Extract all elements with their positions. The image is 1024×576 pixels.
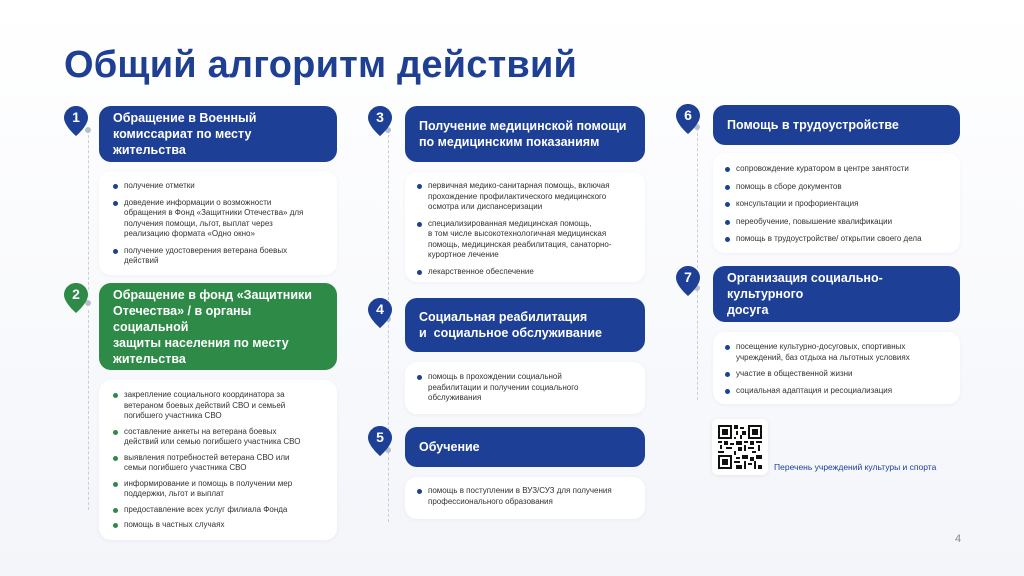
- qr-code-icon: [718, 425, 762, 469]
- list-item: информирование и помощь в получении мер поддержки, льгот и выплат: [113, 479, 325, 500]
- step-7-header-line: досуга: [727, 303, 769, 317]
- list-item: помощь в трудоустройстве/ открытии своего дела: [725, 234, 952, 245]
- step-4-card: [405, 362, 645, 414]
- step-3-number: 3: [376, 109, 384, 125]
- list-item: помощь в частных случаях: [113, 520, 325, 531]
- step-5-header: [405, 427, 645, 467]
- step-7-header-line: Организация социально-культурного: [727, 271, 883, 301]
- step-1-pin-icon: [64, 106, 88, 136]
- step-5-pin-icon: [368, 426, 392, 456]
- step-2-header-line: Обращение в фонд «Защитники: [113, 287, 312, 302]
- step-3-header-line: по медицинским показаниям: [419, 135, 600, 149]
- list-item: первичная медико-санитарная помощь, включая прохождение профилактического медицинского осмотра или диспансеризации: [417, 181, 635, 213]
- step-6-header-line: Помощь в трудоустройстве: [727, 118, 899, 132]
- list-item: посещение культурно-досуговых, спортивных учреждений, баз отдыха на льготных условиях: [725, 342, 952, 363]
- step-1-number: 1: [72, 109, 80, 125]
- connector-line: [88, 310, 89, 510]
- list-item: выявления потребностей ветерана СВО или семьи погибшего участника СВО: [113, 453, 325, 474]
- list-item: лекарственное обеспечение: [417, 267, 635, 278]
- list-item: помощь в прохождении социальной реабилитации и получении социального обслуживания: [417, 372, 635, 404]
- step-7-card: [713, 332, 960, 404]
- list-item: составление анкеты на ветерана боевых действий или семью погибшего участника СВО: [113, 427, 325, 448]
- step-5-number: 5: [376, 429, 384, 445]
- list-item: консультации и профориентация: [725, 199, 952, 210]
- step-6-card: [713, 153, 960, 253]
- step-5-header-line: Обучение: [419, 440, 480, 454]
- step-3-card: [405, 172, 645, 282]
- list-item: сопровождение куратором в центре занятости: [725, 164, 952, 175]
- step-6-number: 6: [684, 107, 692, 123]
- step-4-header-line: Социальная реабилитация: [419, 310, 588, 324]
- step-2-header-line: Отечества» / в органы социальной: [113, 303, 252, 334]
- list-item: специализированная медицинская помощь, в том числе высокотехнологичная медицинская помощь, медицинская реабилитация, санаторно- курортное лечение: [417, 219, 635, 261]
- list-item: получение отметки: [113, 181, 325, 192]
- step-2-card: [99, 380, 337, 540]
- list-item: получение удостоверения ветерана боевых действий: [113, 246, 325, 267]
- connector-line: [388, 320, 389, 430]
- step-2-header: [99, 283, 337, 370]
- step-5-card: [405, 477, 645, 519]
- connector-line: [697, 128, 698, 268]
- step-1-header-line: комиссариат по месту жительства: [113, 127, 252, 157]
- list-item: предоставление всех услуг филиала Фонда: [113, 505, 325, 516]
- qr-caption-link[interactable]: Перечень учреждений культуры и спорта: [774, 462, 937, 472]
- step-4-header: [405, 298, 645, 352]
- page-number: 4: [955, 533, 962, 545]
- list-item: социальная адаптация и ресоциализация: [725, 386, 952, 397]
- step-6-pin-icon: [676, 104, 700, 134]
- list-item: закрепление социального координатора за ветераном боевых действий СВО и семьей погибшего участника СВО: [113, 390, 325, 422]
- step-4-pin-icon: [368, 298, 392, 328]
- step-7-number: 7: [684, 269, 692, 285]
- step-2-pin-icon: [64, 283, 88, 313]
- step-3-header-line: Получение медицинской помощи: [419, 119, 627, 133]
- list-item: участие в общественной жизни: [725, 369, 952, 380]
- step-2-header-line: защиты населения по месту: [113, 335, 289, 350]
- step-3-header: [405, 106, 645, 162]
- step-4-number: 4: [376, 301, 384, 317]
- step-2-number: 2: [72, 286, 80, 302]
- connector-line: [388, 452, 389, 522]
- list-item: помощь в сборе документов: [725, 182, 952, 193]
- step-3-pin-icon: [368, 106, 392, 136]
- list-item: доведение информации о возможности обращения в Фонд «Защитники Отечества» для получения помощи, льгот, выплат через реализацию формата «Одно окно»: [113, 198, 325, 240]
- list-item: переобучение, повышение квалификации: [725, 217, 952, 228]
- list-item: помощь в поступлении в ВУЗ/СУЗ для получения профессионального образования: [417, 486, 635, 507]
- step-7-pin-icon: [676, 266, 700, 296]
- page-title: Общий алгоритм действий: [64, 44, 578, 86]
- step-7-header: [713, 266, 960, 322]
- connector-line: [388, 130, 389, 300]
- connector-line: [697, 290, 698, 400]
- step-1-card: [99, 171, 337, 275]
- step-1-header-line: Обращение в Военный: [113, 111, 257, 125]
- qr-code[interactable]: [712, 419, 768, 475]
- step-1-header: [99, 106, 337, 162]
- step-2-header-line: жительства: [113, 351, 186, 366]
- connector-line: [88, 130, 89, 290]
- step-6-header: [713, 105, 960, 145]
- step-4-header-line: и социальное обслуживание: [419, 326, 603, 340]
